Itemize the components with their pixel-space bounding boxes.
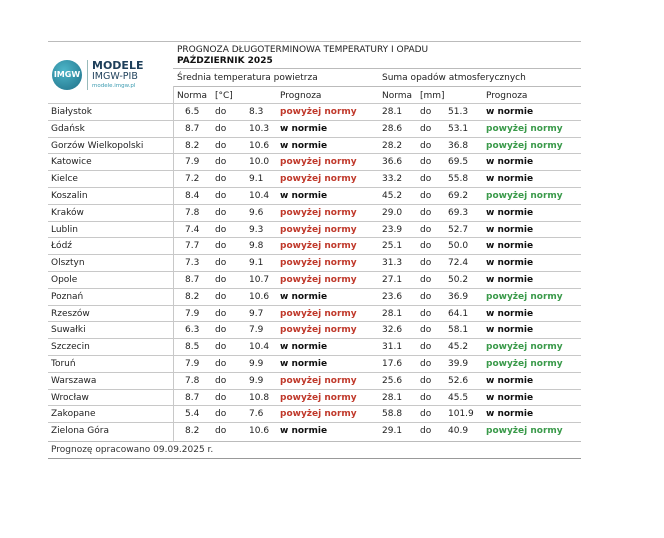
range-separator: do [215, 308, 227, 319]
cell-p-lo: 28.1 [382, 107, 403, 117]
cell-t-fc: w normie [280, 140, 328, 151]
cell-city: Kielce [51, 174, 78, 185]
cell-t-fc: powyżej normy [280, 325, 357, 336]
table-row [48, 321, 581, 339]
imgw-logo-icon: IMGW [52, 60, 82, 90]
cell-p-hi: 50.0 [448, 241, 469, 252]
cell-p-hi: 50.2 [448, 275, 469, 285]
cell-t-hi: 9.9 [249, 359, 264, 369]
table-row [48, 237, 581, 255]
cell-t-lo: 7.2 [185, 174, 200, 185]
range-separator: do [420, 191, 432, 201]
cell-t-hi: 10.8 [249, 392, 270, 403]
cell-p-fc: powyżej normy [486, 359, 563, 369]
cell-city: Wrocław [51, 392, 89, 403]
cell-t-fc: powyżej normy [280, 241, 357, 252]
table-row [48, 103, 581, 121]
cell-city: Białystok [51, 107, 93, 117]
cell-p-fc: w normie [486, 409, 534, 420]
cell-p-lo: 25.6 [382, 375, 403, 386]
cell-t-fc: powyżej normy [280, 375, 357, 386]
range-separator: do [215, 409, 227, 420]
table-row [48, 405, 581, 423]
range-separator: do [420, 359, 432, 369]
cell-p-fc: powyżej normy [486, 342, 563, 353]
cell-p-lo: 28.2 [382, 140, 403, 151]
cell-p-hi: 45.5 [448, 392, 469, 403]
table-row [48, 170, 581, 188]
range-separator: do [215, 375, 227, 386]
cell-t-fc: powyżej normy [280, 174, 357, 185]
range-separator: do [420, 258, 432, 269]
cell-t-lo: 7.8 [185, 207, 200, 218]
cell-t-fc: w normie [280, 426, 328, 437]
cell-p-lo: 25.1 [382, 241, 403, 252]
cell-t-lo: 7.7 [185, 241, 200, 252]
range-separator: do [420, 174, 432, 185]
cell-p-hi: 52.7 [448, 224, 469, 235]
cell-t-fc: powyżej normy [280, 207, 357, 218]
cell-t-hi: 9.9 [249, 375, 264, 386]
cell-t-lo: 8.7 [185, 392, 200, 403]
cell-t-fc: w normie [280, 359, 328, 369]
range-separator: do [420, 426, 432, 437]
cell-p-fc: w normie [486, 375, 534, 386]
cell-p-lo: 36.6 [382, 157, 403, 168]
col-temp-unit: [°C] [215, 91, 233, 101]
cell-p-hi: 36.9 [448, 291, 469, 302]
cell-city: Toruń [51, 359, 76, 369]
range-separator: do [420, 325, 432, 336]
cell-t-lo: 7.4 [185, 224, 200, 235]
cell-p-lo: 31.1 [382, 342, 403, 353]
cell-t-hi: 7.6 [249, 409, 264, 420]
range-separator: do [215, 123, 227, 134]
cell-t-fc: w normie [280, 342, 328, 353]
cell-city: Opole [51, 275, 78, 285]
range-separator: do [420, 241, 432, 252]
table-row [48, 153, 581, 171]
logo-divider [87, 60, 88, 90]
cell-t-hi: 9.1 [249, 258, 264, 269]
cell-t-hi: 9.1 [249, 174, 264, 185]
cell-t-hi: 10.4 [249, 191, 270, 201]
cell-p-hi: 64.1 [448, 308, 469, 319]
cell-p-fc: w normie [486, 174, 534, 185]
range-separator: do [420, 140, 432, 151]
cell-t-lo: 8.7 [185, 275, 200, 285]
cell-t-lo: 8.2 [185, 426, 200, 437]
range-separator: do [420, 207, 432, 218]
cell-city: Katowice [51, 157, 92, 168]
range-separator: do [420, 157, 432, 168]
cell-t-lo: 8.7 [185, 123, 200, 134]
cell-t-lo: 7.9 [185, 157, 200, 168]
table-row [48, 187, 581, 205]
cell-p-fc: w normie [486, 207, 534, 218]
table-bottom-rule [48, 441, 581, 442]
table-row [48, 120, 581, 138]
cell-p-fc: w normie [486, 308, 534, 319]
cell-p-hi: 36.8 [448, 140, 469, 151]
temp-section-title: Średnia temperatura powietrza [177, 73, 318, 83]
range-separator: do [215, 157, 227, 168]
cell-city: Gdańsk [51, 123, 85, 134]
cell-t-hi: 9.8 [249, 241, 264, 252]
col-precip-norma: Norma [382, 91, 413, 101]
top-rule [48, 41, 581, 42]
section-rule [173, 86, 581, 87]
cell-t-hi: 10.3 [249, 123, 270, 134]
range-separator: do [215, 140, 227, 151]
cell-p-lo: 23.9 [382, 224, 403, 235]
cell-t-lo: 6.3 [185, 325, 200, 336]
cell-p-lo: 29.0 [382, 207, 403, 218]
cell-t-hi: 10.4 [249, 342, 270, 353]
cell-city: Suwałki [51, 325, 86, 336]
cell-t-hi: 10.0 [249, 157, 270, 168]
cell-t-fc: powyżej normy [280, 409, 357, 420]
range-separator: do [215, 241, 227, 252]
cell-t-lo: 7.9 [185, 359, 200, 369]
header-rule [173, 68, 581, 69]
cell-city: Gorzów Wielkopolski [51, 140, 144, 151]
cell-p-fc: w normie [486, 275, 534, 285]
cell-p-hi: 45.2 [448, 342, 469, 353]
cell-t-lo: 5.4 [185, 409, 200, 420]
cell-t-fc: powyżej normy [280, 157, 357, 168]
range-separator: do [215, 258, 227, 269]
cell-t-fc: powyżej normy [280, 392, 357, 403]
range-separator: do [215, 107, 227, 117]
cell-t-lo: 8.4 [185, 191, 200, 201]
range-separator: do [420, 275, 432, 285]
range-separator: do [420, 291, 432, 302]
table-row [48, 338, 581, 356]
cell-t-fc: powyżej normy [280, 275, 357, 285]
cell-p-fc: powyżej normy [486, 291, 563, 302]
cell-p-lo: 28.1 [382, 308, 403, 319]
cell-t-lo: 8.2 [185, 140, 200, 151]
range-separator: do [215, 291, 227, 302]
range-separator: do [215, 275, 227, 285]
table-row [48, 288, 581, 306]
cell-city: Olsztyn [51, 258, 85, 269]
cell-city: Łódź [51, 241, 73, 252]
cell-p-lo: 28.1 [382, 392, 403, 403]
cell-p-hi: 69.3 [448, 207, 469, 218]
col-precip-unit: [mm] [420, 91, 445, 101]
cell-p-hi: 101.9 [448, 409, 474, 420]
cell-p-lo: 27.1 [382, 275, 403, 285]
range-separator: do [420, 308, 432, 319]
page-title: PROGNOZA DŁUGOTERMINOWA TEMPERATURY I OPADU [177, 45, 429, 55]
cell-t-lo: 7.8 [185, 375, 200, 386]
cell-t-fc: powyżej normy [280, 224, 357, 235]
cell-t-hi: 8.3 [249, 107, 264, 117]
table-row [48, 355, 581, 373]
cell-p-hi: 52.6 [448, 375, 469, 386]
cell-t-fc: w normie [280, 191, 328, 201]
table-row [48, 137, 581, 155]
cell-p-hi: 69.5 [448, 157, 469, 168]
col-precip-prognoza: Prognoza [486, 91, 528, 101]
cell-t-lo: 6.5 [185, 107, 200, 117]
range-separator: do [215, 207, 227, 218]
table-row [48, 422, 581, 440]
col-temp-prognoza: Prognoza [280, 91, 322, 101]
cell-city: Zielona Góra [51, 426, 109, 437]
cell-city: Kraków [51, 207, 84, 218]
logo-brand: MODELE [92, 59, 144, 72]
cell-p-hi: 39.9 [448, 359, 469, 369]
range-separator: do [215, 174, 227, 185]
range-separator: do [215, 342, 227, 353]
cell-p-lo: 45.2 [382, 191, 403, 201]
cell-t-hi: 10.6 [249, 426, 270, 437]
table-row [48, 204, 581, 222]
cell-t-fc: w normie [280, 291, 328, 302]
cell-t-lo: 8.2 [185, 291, 200, 302]
cell-city: Koszalin [51, 191, 88, 201]
cell-t-hi: 9.7 [249, 308, 264, 319]
range-separator: do [420, 342, 432, 353]
cell-p-fc: powyżej normy [486, 191, 563, 201]
range-separator: do [420, 107, 432, 117]
cell-p-hi: 69.2 [448, 191, 469, 201]
cell-p-hi: 55.8 [448, 174, 469, 185]
cell-p-lo: 31.3 [382, 258, 403, 269]
cell-p-hi: 58.1 [448, 325, 469, 336]
cell-p-hi: 72.4 [448, 258, 469, 269]
cell-p-lo: 58.8 [382, 409, 403, 420]
range-separator: do [215, 392, 227, 403]
cell-p-fc: w normie [486, 224, 534, 235]
cell-t-lo: 8.5 [185, 342, 200, 353]
cell-p-fc: w normie [486, 392, 534, 403]
cell-city: Warszawa [51, 375, 97, 386]
cell-p-lo: 29.1 [382, 426, 403, 437]
cell-p-fc: powyżej normy [486, 140, 563, 151]
cell-city: Poznań [51, 291, 84, 302]
cell-t-fc: powyżej normy [280, 258, 357, 269]
cell-p-lo: 17.6 [382, 359, 403, 369]
cell-p-hi: 53.1 [448, 123, 469, 134]
col-temp-norma: Norma [177, 91, 208, 101]
cell-t-fc: powyżej normy [280, 308, 357, 319]
range-separator: do [215, 191, 227, 201]
cell-t-hi: 10.7 [249, 275, 270, 285]
logo-org: IMGW-PIB [92, 71, 138, 82]
table-row [48, 221, 581, 239]
logo-url: modele.imgw.pl [92, 83, 136, 89]
cell-p-fc: w normie [486, 107, 534, 117]
cell-t-fc: w normie [280, 123, 328, 134]
range-separator: do [215, 426, 227, 437]
cell-city: Szczecin [51, 342, 90, 353]
cell-p-fc: powyżej normy [486, 426, 563, 437]
range-separator: do [215, 325, 227, 336]
footer-rule [48, 458, 581, 459]
cell-t-lo: 7.3 [185, 258, 200, 269]
range-separator: do [215, 224, 227, 235]
cell-p-hi: 51.3 [448, 107, 469, 117]
cell-t-hi: 10.6 [249, 140, 270, 151]
range-separator: do [420, 392, 432, 403]
cell-p-lo: 32.6 [382, 325, 403, 336]
table-row [48, 389, 581, 407]
table-row [48, 305, 581, 323]
precip-section-title: Suma opadów atmosferycznych [382, 73, 526, 83]
cell-p-lo: 23.6 [382, 291, 403, 302]
table-row [48, 254, 581, 272]
cell-city: Lublin [51, 224, 78, 235]
cell-p-hi: 40.9 [448, 426, 469, 437]
range-separator: do [420, 123, 432, 134]
range-separator: do [420, 224, 432, 235]
cell-p-lo: 33.2 [382, 174, 403, 185]
cell-p-fc: powyżej normy [486, 123, 563, 134]
footer-note: Prognozę opracowano 09.09.2025 r. [51, 445, 214, 455]
cell-city: Rzeszów [51, 308, 90, 319]
cell-p-lo: 28.6 [382, 123, 403, 134]
cell-p-fc: w normie [486, 157, 534, 168]
cell-t-hi: 9.3 [249, 224, 264, 235]
cell-t-hi: 9.6 [249, 207, 264, 218]
cell-t-hi: 10.6 [249, 291, 270, 302]
table-row [48, 372, 581, 390]
range-separator: do [420, 375, 432, 386]
range-separator: do [420, 409, 432, 420]
cell-p-fc: w normie [486, 241, 534, 252]
cell-t-hi: 7.9 [249, 325, 264, 336]
cell-city: Zakopane [51, 409, 96, 420]
cell-p-fc: w normie [486, 325, 534, 336]
table-row [48, 271, 581, 289]
cell-t-fc: powyżej normy [280, 107, 357, 117]
page-subtitle: PAŹDZIERNIK 2025 [177, 56, 273, 66]
cell-t-lo: 7.9 [185, 308, 200, 319]
range-separator: do [215, 359, 227, 369]
cell-p-fc: w normie [486, 258, 534, 269]
imgw-logo [50, 58, 172, 94]
